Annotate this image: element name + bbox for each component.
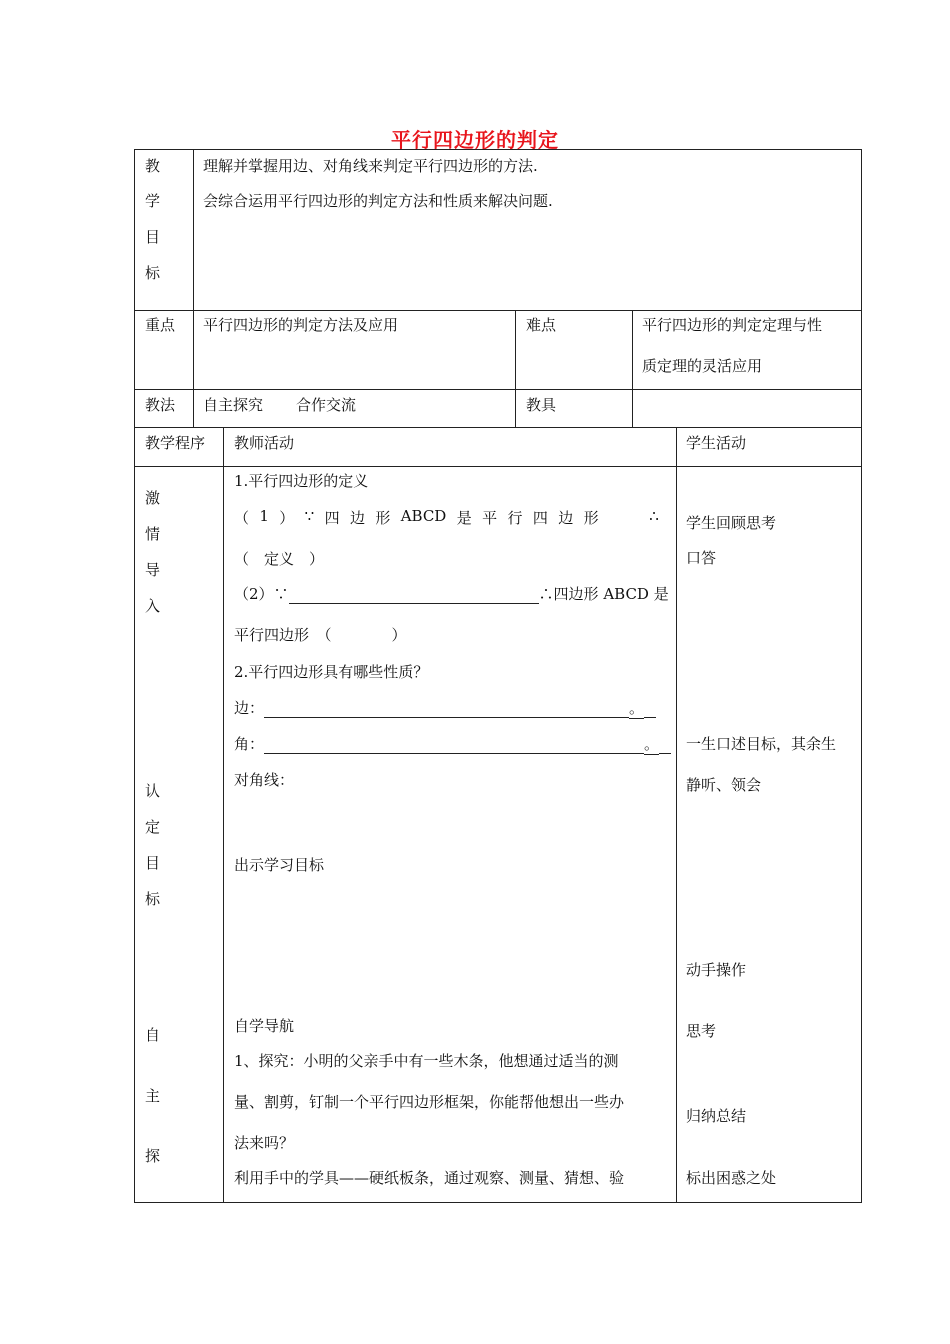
row-divider [134,310,862,311]
student-activity-2: 口答 [686,549,717,567]
definition-line-1-cont: （ 定义 ） [234,550,325,568]
column-divider [676,427,677,1203]
definition-line-2-cont: 平行四边形 （ ） [234,626,407,644]
key-content: 平行四边形的判定方法及应用 [203,316,399,334]
column-divider [193,149,194,427]
goals-label-char: 标 [145,264,161,282]
show-goal-text: 出示学习目标 [234,856,325,874]
method-content-1: 自主探究 [203,396,264,414]
student-activity-6: 思考 [686,1022,717,1040]
header-procedure: 教学程序 [145,434,206,452]
student-activity-7: 归纳总结 [686,1107,747,1125]
difficulty-line-2: 质定理的灵活应用 [642,357,763,375]
student-activity-5: 动手操作 [686,961,747,979]
column-divider [223,427,224,1203]
key-label: 重点 [145,316,176,334]
side-property: 边： 。 [234,697,656,719]
column-divider [515,310,516,427]
blank-line[interactable] [289,585,539,604]
goal-line-1: 理解并掌握用边、对角线来判定平行四边形的方法. [203,157,538,175]
student-activity-4: 静听、领会 [686,776,762,794]
student-activity-1: 学生回顾思考 [686,514,777,532]
row-divider [134,389,862,390]
column-divider [632,310,633,427]
difficulty-line-1: 平行四边形的判定定理与性 [642,316,823,334]
method-label: 教法 [145,396,176,414]
explore-line-2: 量、割剪，钉制一个平行四边形框架，你能帮他想出一些办 [234,1093,625,1111]
row-divider [134,466,862,467]
blank-line[interactable] [264,699,629,718]
properties-title: 2.平行四边形具有哪些性质？ [234,663,429,681]
blank-line[interactable] [264,735,644,754]
document-title: 平行四边形的判定 [391,128,559,152]
header-teacher: 教师活动 [234,434,295,452]
tools-label: 教具 [526,396,557,414]
explore-line-3: 法来吗？ [234,1134,295,1152]
explore-line-1: 1、探究：小明的父亲手中有一些木条，他想通过适当的测 [234,1052,619,1070]
goal-line-2: 会综合运用平行四边形的判定方法和性质来解决问题. [203,192,553,210]
difficulty-label: 难点 [526,316,557,334]
student-activity-8: 标出困惑之处 [686,1169,777,1187]
row-divider [134,427,862,428]
diagonal-property: 对角线： [234,771,295,789]
header-student: 学生活动 [686,434,747,452]
angle-property: 角： 。 [234,733,671,755]
definition-line-2: （2）∵ ∴四边形 ABCD 是 [234,585,669,603]
definition-title: 1.平行四边形的定义 [234,472,369,490]
explore-line-4: 利用手中的学具——硬纸板条，通过观察、测量、猜想、验 [234,1169,625,1187]
method-content-2: 合作交流 [296,396,357,414]
student-activity-3: 一生口述目标，其余生 [686,735,837,753]
self-study-title: 自学导航 [234,1017,295,1035]
definition-line-1: （ 1 ） ∵ 四 边 形 ABCD 是 平 行 四 边 形 ∴ [234,507,659,527]
